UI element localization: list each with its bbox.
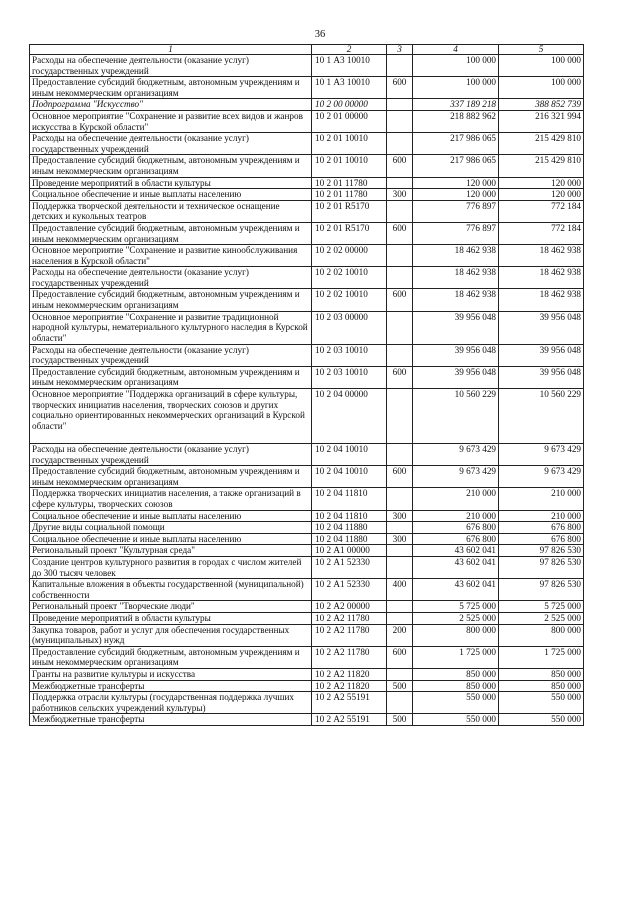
table-row <box>30 510 584 522</box>
table-row <box>30 55 584 77</box>
row-amount-year1: 1 725 000 <box>413 646 499 668</box>
row-amount-year2: 5 725 000 <box>499 601 584 613</box>
table-row <box>30 466 584 488</box>
row-name: Подпрограмма "Искусство" <box>30 99 312 111</box>
row-amount-year2: 676 800 <box>499 533 584 545</box>
row-name: Поддержка отрасли культуры (государственная поддержка лучших работников сельских учреждений культуры) <box>30 692 312 714</box>
budget-table <box>29 44 584 726</box>
row-amount-year2: 9 673 429 <box>499 444 584 466</box>
row-amount-year1: 550 000 <box>413 714 499 726</box>
table-row <box>30 692 584 714</box>
row-amount-year2: 39 956 048 <box>499 344 584 366</box>
row-name: Расходы на обеспечение деятельности (оказание услуг) государственных учреждений <box>30 133 312 155</box>
row-code: 10 2 01 10010 <box>312 155 387 177</box>
column-header: 2 <box>312 45 387 55</box>
page-number: 36 <box>314 29 326 40</box>
row-expense-type <box>387 245 413 267</box>
row-code: 10 2 04 11810 <box>312 510 387 522</box>
row-name: Социальное обеспечение и иные выплаты населению <box>30 510 312 522</box>
row-name: Основное мероприятие "Сохранение и развитие традиционной народной культуры, нематериального культурного наследия в Курской области" <box>30 311 312 344</box>
column-header: 3 <box>387 45 413 55</box>
row-code: 10 2 03 10010 <box>312 366 387 388</box>
row-expense-type: 500 <box>387 680 413 692</box>
row-name: Межбюджетные трансферты <box>30 714 312 726</box>
row-amount-year2: 97 826 530 <box>499 579 584 601</box>
table-row <box>30 612 584 624</box>
column-header: 4 <box>413 45 499 55</box>
row-name: Предоставление субсидий бюджетным, автономным учреждениям и иным некоммерческим организациям <box>30 77 312 99</box>
row-amount-year2: 18 462 938 <box>499 267 584 289</box>
row-expense-type <box>387 200 413 222</box>
row-name: Поддержка творческой деятельности и техническое оснащение детских и кукольных театров <box>30 200 312 222</box>
row-amount-year1: 217 986 065 <box>413 155 499 177</box>
row-amount-year1: 39 956 048 <box>413 366 499 388</box>
row-name: Закупка товаров, работ и услуг для обеспечения государственных (муниципальных) нужд <box>30 624 312 646</box>
row-name: Предоставление субсидий бюджетным, автономным учреждениям и иным некоммерческим организациям <box>30 646 312 668</box>
row-name: Региональный проект "Творческие люди" <box>30 601 312 613</box>
row-name: Проведение мероприятий в области культуры <box>30 612 312 624</box>
row-name: Предоставление субсидий бюджетным, автономным учреждениям и иным некоммерческим организациям <box>30 155 312 177</box>
row-name: Социальное обеспечение и иные выплаты населению <box>30 189 312 201</box>
column-header: 1 <box>30 45 312 55</box>
row-code: 10 2 04 11880 <box>312 533 387 545</box>
table-row <box>30 366 584 388</box>
row-name: Предоставление субсидий бюджетным, автономным учреждениям и иным некоммерческим организациям <box>30 466 312 488</box>
row-code: 10 2 А1 52330 <box>312 556 387 578</box>
row-code: 10 2 04 00000 <box>312 389 387 444</box>
row-code: 10 2 01 R5170 <box>312 200 387 222</box>
row-code: 10 2 А1 52330 <box>312 579 387 601</box>
row-name: Капитальные вложения в объекты государственной (муниципальной) собственности <box>30 579 312 601</box>
table-row <box>30 311 584 344</box>
row-amount-year1: 2 525 000 <box>413 612 499 624</box>
table-row <box>30 267 584 289</box>
row-amount-year1: 776 897 <box>413 200 499 222</box>
row-expense-type <box>387 444 413 466</box>
table-row <box>30 110 584 132</box>
row-amount-year2: 100 000 <box>499 77 584 99</box>
row-amount-year2: 800 000 <box>499 624 584 646</box>
table-row <box>30 245 584 267</box>
row-code: 10 1 А3 10010 <box>312 77 387 99</box>
row-amount-year2: 120 000 <box>499 177 584 189</box>
row-amount-year1: 43 602 041 <box>413 556 499 578</box>
row-amount-year2: 39 956 048 <box>499 366 584 388</box>
row-amount-year1: 18 462 938 <box>413 289 499 311</box>
table-row <box>30 177 584 189</box>
row-name: Межбюджетные трансферты <box>30 680 312 692</box>
row-expense-type <box>387 488 413 510</box>
row-expense-type <box>387 389 413 444</box>
row-code: 10 2 А1 00000 <box>312 545 387 557</box>
row-amount-year1: 5 725 000 <box>413 601 499 613</box>
table-row <box>30 522 584 534</box>
row-amount-year1: 10 560 229 <box>413 389 499 444</box>
row-code: 10 2 01 10010 <box>312 133 387 155</box>
row-amount-year2: 97 826 530 <box>499 545 584 557</box>
table-row <box>30 556 584 578</box>
table-row <box>30 189 584 201</box>
row-code: 10 2 02 10010 <box>312 289 387 311</box>
row-code: 10 2 00 00000 <box>312 99 387 111</box>
row-expense-type: 600 <box>387 155 413 177</box>
row-amount-year2: 18 462 938 <box>499 245 584 267</box>
row-amount-year1: 9 673 429 <box>413 466 499 488</box>
row-amount-year1: 43 602 041 <box>413 545 499 557</box>
row-amount-year2: 210 000 <box>499 510 584 522</box>
row-name: Предоставление субсидий бюджетным, автономным учреждениям и иным некоммерческим организациям <box>30 222 312 244</box>
row-expense-type: 600 <box>387 466 413 488</box>
row-amount-year2: 18 462 938 <box>499 289 584 311</box>
row-expense-type <box>387 311 413 344</box>
row-expense-type: 400 <box>387 579 413 601</box>
row-amount-year1: 850 000 <box>413 680 499 692</box>
row-amount-year1: 39 956 048 <box>413 311 499 344</box>
row-amount-year2: 772 184 <box>499 200 584 222</box>
row-code: 10 2 А2 11820 <box>312 680 387 692</box>
row-code: 10 2 04 10010 <box>312 444 387 466</box>
row-expense-type <box>387 133 413 155</box>
row-amount-year2: 550 000 <box>499 692 584 714</box>
table-row <box>30 344 584 366</box>
row-amount-year2: 39 956 048 <box>499 311 584 344</box>
row-amount-year2: 850 000 <box>499 680 584 692</box>
table-row <box>30 488 584 510</box>
row-expense-type: 600 <box>387 366 413 388</box>
table-row <box>30 601 584 613</box>
row-expense-type <box>387 692 413 714</box>
row-expense-type: 300 <box>387 510 413 522</box>
row-expense-type <box>387 601 413 613</box>
row-expense-type: 600 <box>387 646 413 668</box>
row-name: Другие виды социальной помощи <box>30 522 312 534</box>
row-amount-year1: 120 000 <box>413 189 499 201</box>
row-amount-year1: 9 673 429 <box>413 444 499 466</box>
row-expense-type <box>387 545 413 557</box>
row-amount-year1: 776 897 <box>413 222 499 244</box>
row-amount-year2: 388 852 739 <box>499 99 584 111</box>
row-amount-year1: 337 189 218 <box>413 99 499 111</box>
table-row <box>30 389 584 444</box>
row-amount-year1: 100 000 <box>413 77 499 99</box>
row-code: 10 2 А2 11780 <box>312 646 387 668</box>
table-row <box>30 77 584 99</box>
row-amount-year1: 18 462 938 <box>413 245 499 267</box>
table-row <box>30 533 584 545</box>
row-expense-type: 200 <box>387 624 413 646</box>
row-name: Расходы на обеспечение деятельности (оказание услуг) государственных учреждений <box>30 444 312 466</box>
row-expense-type: 300 <box>387 533 413 545</box>
table-row <box>30 680 584 692</box>
row-code: 10 2 04 10010 <box>312 466 387 488</box>
table-row <box>30 545 584 557</box>
row-amount-year1: 39 956 048 <box>413 344 499 366</box>
row-code: 10 2 А2 11780 <box>312 612 387 624</box>
table-row <box>30 289 584 311</box>
table-row <box>30 133 584 155</box>
row-expense-type <box>387 522 413 534</box>
row-code: 10 2 А2 55191 <box>312 714 387 726</box>
row-code: 10 2 01 11780 <box>312 177 387 189</box>
row-name: Поддержка творческих инициатив населения, а также организаций в сфере культуры, творческих союзов <box>30 488 312 510</box>
row-amount-year1: 676 800 <box>413 533 499 545</box>
row-amount-year1: 217 986 065 <box>413 133 499 155</box>
row-amount-year2: 215 429 810 <box>499 133 584 155</box>
row-code: 10 2 03 10010 <box>312 344 387 366</box>
row-amount-year2: 10 560 229 <box>499 389 584 444</box>
row-name: Расходы на обеспечение деятельности (оказание услуг) государственных учреждений <box>30 267 312 289</box>
row-amount-year2: 210 000 <box>499 488 584 510</box>
row-code: 10 2 04 11880 <box>312 522 387 534</box>
row-code: 10 2 01 00000 <box>312 110 387 132</box>
row-code: 10 2 02 00000 <box>312 245 387 267</box>
row-amount-year1: 676 800 <box>413 522 499 534</box>
row-expense-type: 600 <box>387 289 413 311</box>
column-header: 5 <box>499 45 584 55</box>
row-amount-year2: 9 673 429 <box>499 466 584 488</box>
table-row <box>30 444 584 466</box>
row-amount-year2: 97 826 530 <box>499 556 584 578</box>
table-row <box>30 646 584 668</box>
row-code: 10 2 02 10010 <box>312 267 387 289</box>
row-expense-type <box>387 110 413 132</box>
row-amount-year2: 772 184 <box>499 222 584 244</box>
table-row <box>30 200 584 222</box>
table-row <box>30 222 584 244</box>
row-amount-year2: 1 725 000 <box>499 646 584 668</box>
row-amount-year1: 550 000 <box>413 692 499 714</box>
row-name: Создание центров культурного развития в городах с числом жителей до 300 тысяч человек <box>30 556 312 578</box>
row-code: 10 2 03 00000 <box>312 311 387 344</box>
row-name: Предоставление субсидий бюджетным, автономным учреждениям и иным некоммерческим организациям <box>30 366 312 388</box>
row-code: 10 2 04 11810 <box>312 488 387 510</box>
row-amount-year1: 43 602 041 <box>413 579 499 601</box>
row-name: Предоставление субсидий бюджетным, автономным учреждениям и иным некоммерческим организациям <box>30 289 312 311</box>
row-name: Региональный проект "Культурная среда" <box>30 545 312 557</box>
row-amount-year1: 850 000 <box>413 668 499 680</box>
row-expense-type: 300 <box>387 189 413 201</box>
row-amount-year1: 218 882 962 <box>413 110 499 132</box>
row-amount-year1: 18 462 938 <box>413 267 499 289</box>
row-name: Социальное обеспечение и иные выплаты населению <box>30 533 312 545</box>
table-row <box>30 579 584 601</box>
row-code: 10 1 А3 10010 <box>312 55 387 77</box>
table-row <box>30 668 584 680</box>
row-amount-year2: 676 800 <box>499 522 584 534</box>
row-expense-type: 600 <box>387 77 413 99</box>
row-expense-type <box>387 177 413 189</box>
row-amount-year2: 216 321 994 <box>499 110 584 132</box>
row-name: Основное мероприятие "Поддержка организаций в сфере культуры, творческих инициатив населения, творческих союзов и других социально ориентированных некоммерческих организаций в Курской области" <box>30 389 312 444</box>
row-code: 10 2 А2 11780 <box>312 624 387 646</box>
row-name: Расходы на обеспечение деятельности (оказание услуг) государственных учреждений <box>30 344 312 366</box>
row-code: 10 2 А2 11820 <box>312 668 387 680</box>
row-expense-type <box>387 556 413 578</box>
row-amount-year2: 2 525 000 <box>499 612 584 624</box>
row-code: 10 2 А2 55191 <box>312 692 387 714</box>
row-amount-year1: 210 000 <box>413 510 499 522</box>
row-amount-year2: 100 000 <box>499 55 584 77</box>
table-row <box>30 624 584 646</box>
row-amount-year1: 800 000 <box>413 624 499 646</box>
row-expense-type <box>387 55 413 77</box>
row-code: 10 2 01 R5170 <box>312 222 387 244</box>
row-amount-year1: 100 000 <box>413 55 499 77</box>
row-amount-year2: 120 000 <box>499 189 584 201</box>
row-amount-year2: 850 000 <box>499 668 584 680</box>
row-expense-type <box>387 668 413 680</box>
column-number-row <box>30 45 584 55</box>
row-name: Основное мероприятие "Сохранение и развитие кинообслуживания населения в Курской области" <box>30 245 312 267</box>
row-name: Расходы на обеспечение деятельности (оказание услуг) государственных учреждений <box>30 55 312 77</box>
row-expense-type: 500 <box>387 714 413 726</box>
row-expense-type: 600 <box>387 222 413 244</box>
row-name: Основное мероприятие "Сохранение и развитие всех видов и жанров искусства в Курской области" <box>30 110 312 132</box>
row-amount-year2: 215 429 810 <box>499 155 584 177</box>
row-code: 10 2 А2 00000 <box>312 601 387 613</box>
row-expense-type <box>387 612 413 624</box>
row-name: Гранты на развитие культуры и искусства <box>30 668 312 680</box>
row-amount-year1: 120 000 <box>413 177 499 189</box>
row-name: Проведение мероприятий в области культуры <box>30 177 312 189</box>
row-expense-type <box>387 344 413 366</box>
row-code: 10 2 01 11780 <box>312 189 387 201</box>
row-amount-year1: 210 000 <box>413 488 499 510</box>
table-row <box>30 714 584 726</box>
row-expense-type <box>387 99 413 111</box>
table-row <box>30 155 584 177</box>
row-expense-type <box>387 267 413 289</box>
row-amount-year2: 550 000 <box>499 714 584 726</box>
table-row <box>30 99 584 111</box>
